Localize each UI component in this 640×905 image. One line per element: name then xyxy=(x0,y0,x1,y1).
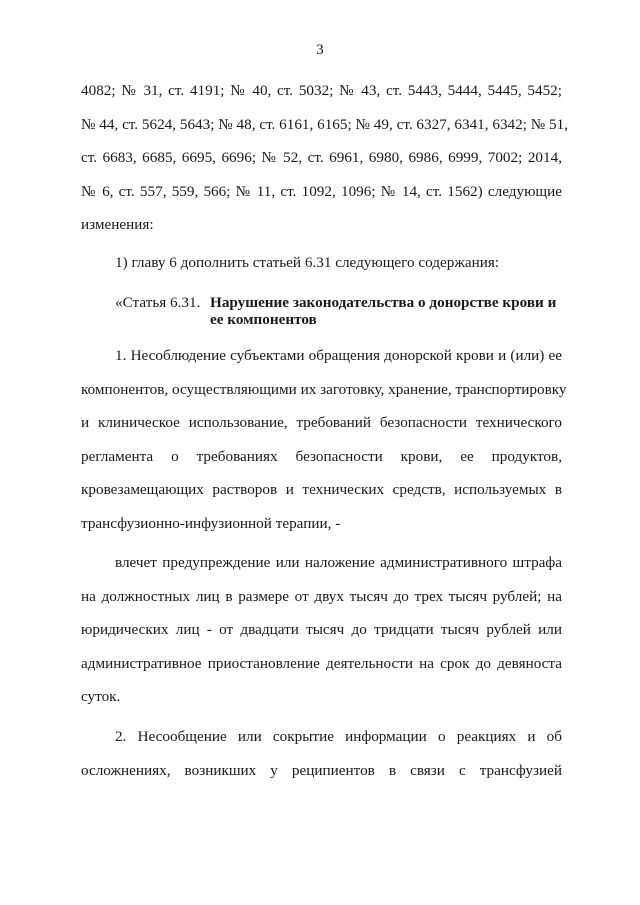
intro-paragraph xyxy=(81,74,569,242)
paragraph-line: суток. xyxy=(81,688,121,706)
paragraph-line: трансфузионно-инфузионной терапии, - xyxy=(81,514,341,532)
paragraph-line: компонентов, осуществляющими их заготовку, хранение, транспортировку xyxy=(81,380,567,398)
paragraph-2 xyxy=(81,546,562,714)
paragraph-1 xyxy=(81,339,567,541)
article-title-line: Нарушение законодательства о донорстве крови и xyxy=(210,294,557,311)
intro-line: № 6, ст. 557, 559, 566; № 11, ст. 1092, 1096; № 14, ст. 1562) следующие xyxy=(81,182,562,200)
paragraph-line: кровезамещающих растворов и технических средств, используемых в xyxy=(81,481,562,499)
paragraph-3 xyxy=(81,720,562,787)
item-1: 1) главу 6 дополнить статьей 6.31 следующего содержания: xyxy=(115,254,500,271)
paragraph-line: на должностных лиц в размере от двух тысяч до трех тысяч рублей; на xyxy=(81,587,562,605)
intro-line: № 44, ст. 5624, 5643; № 48, ст. 6161, 6165; № 49, ст. 6327, 6341, 6342; № 51, xyxy=(81,115,569,133)
article-title-line: ее компонентов xyxy=(210,311,317,328)
paragraph-line: 1. Несоблюдение субъектами обращения донорской крови и (или) ее xyxy=(115,347,562,364)
paragraph-line: административное приостановление деятельности на срок до девяноста xyxy=(81,654,562,672)
article-number: «Статья 6.31. xyxy=(115,294,201,311)
paragraph-line: юридических лиц - от двадцати тысяч до тридцати тысяч рублей или xyxy=(81,621,562,639)
paragraph-line: регламента о требованиях безопасности крови, ее продуктов, xyxy=(81,447,562,465)
page-number: 3 xyxy=(316,42,324,58)
paragraph-line: и клиническое использование, требований безопасности технического xyxy=(81,414,562,432)
paragraph-line: влечет предупреждение или наложение административного штрафа xyxy=(115,554,562,571)
intro-line: ст. 6683, 6685, 6695, 6696; № 52, ст. 6961, 6980, 6986, 6999, 7002; 2014, xyxy=(81,149,562,167)
intro-line: 4082; № 31, ст. 4191; № 40, ст. 5032; № 43, ст. 5443, 5444, 5445, 5452; xyxy=(81,82,562,99)
article-title xyxy=(210,294,590,328)
intro-line: изменения: xyxy=(81,216,154,234)
paragraph-line: осложнениях, возникших у реципиентов в связи с трансфузией xyxy=(81,761,562,779)
paragraph-line: 2. Несообщение или сокрытие информации о реакциях и об xyxy=(115,728,562,745)
